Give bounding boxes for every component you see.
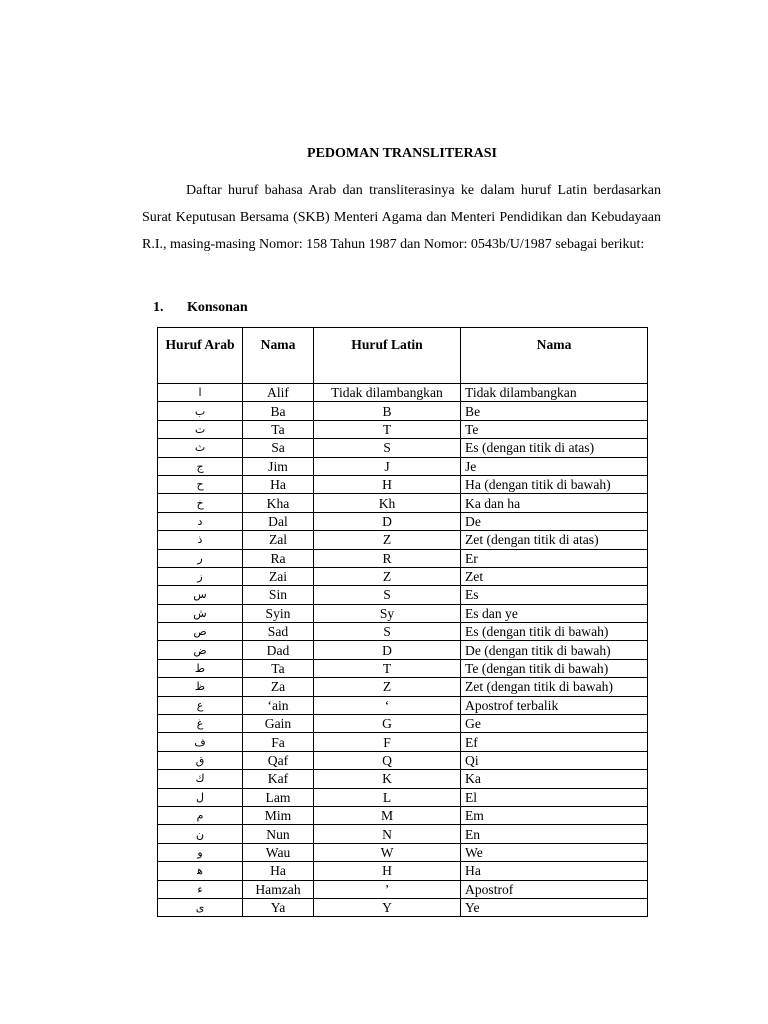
cell-arabic-letter: ﮬ — [158, 862, 243, 880]
cell-latin-name: Zet (dengan titik di atas) — [461, 531, 648, 549]
cell-name: Kha — [243, 494, 314, 512]
table-row — [158, 880, 648, 898]
cell-name: Ta — [243, 420, 314, 438]
cell-name: Nun — [243, 825, 314, 843]
cell-latin-name: Tidak dilambangkan — [461, 384, 648, 402]
cell-name: Dal — [243, 512, 314, 530]
cell-name: Dad — [243, 641, 314, 659]
cell-arabic-letter: ا — [158, 384, 243, 402]
cell-latin-name: Zet (dengan titik di bawah) — [461, 678, 648, 696]
table-row — [158, 788, 648, 806]
cell-name: Qaf — [243, 751, 314, 769]
cell-name: Jim — [243, 457, 314, 475]
cell-latin-letter: Z — [314, 678, 461, 696]
cell-arabic-letter: خ — [158, 494, 243, 512]
cell-latin-name: Em — [461, 806, 648, 824]
cell-name: Alif — [243, 384, 314, 402]
cell-latin-letter: ’ — [314, 880, 461, 898]
intro-paragraph — [142, 177, 661, 258]
cell-name: ‘ain — [243, 696, 314, 714]
cell-latin-name: Es dan ye — [461, 604, 648, 622]
table-row — [158, 715, 648, 733]
cell-name: Sin — [243, 586, 314, 604]
cell-arabic-letter: م — [158, 806, 243, 824]
cell-latin-letter: M — [314, 806, 461, 824]
cell-name: Hamzah — [243, 880, 314, 898]
cell-name: Gain — [243, 715, 314, 733]
table-body — [158, 384, 648, 917]
cell-name: Za — [243, 678, 314, 696]
table-row — [158, 678, 648, 696]
cell-arabic-letter: ظ — [158, 678, 243, 696]
table-row — [158, 770, 648, 788]
cell-name: Mim — [243, 806, 314, 824]
table-row — [158, 898, 648, 916]
table-row — [158, 402, 648, 420]
table-row — [158, 623, 648, 641]
cell-name: Fa — [243, 733, 314, 751]
cell-latin-name: Ge — [461, 715, 648, 733]
table-row — [158, 567, 648, 585]
cell-latin-letter: R — [314, 549, 461, 567]
cell-arabic-letter: ع — [158, 696, 243, 714]
cell-arabic-letter: غ — [158, 715, 243, 733]
cell-latin-name: Ha — [461, 862, 648, 880]
table-row — [158, 751, 648, 769]
cell-latin-letter: G — [314, 715, 461, 733]
table-row — [158, 549, 648, 567]
cell-arabic-letter: ذ — [158, 531, 243, 549]
cell-latin-letter: H — [314, 862, 461, 880]
cell-arabic-letter: ر — [158, 549, 243, 567]
cell-arabic-letter: ن — [158, 825, 243, 843]
cell-name: Ya — [243, 898, 314, 916]
cell-latin-letter: Y — [314, 898, 461, 916]
cell-arabic-letter: ز — [158, 567, 243, 585]
cell-arabic-letter: ش — [158, 604, 243, 622]
cell-arabic-letter: ص — [158, 623, 243, 641]
table-header-row — [158, 328, 648, 384]
table-row — [158, 475, 648, 493]
cell-latin-letter: D — [314, 641, 461, 659]
cell-name: Ta — [243, 659, 314, 677]
cell-latin-letter: D — [314, 512, 461, 530]
cell-latin-letter: Sy — [314, 604, 461, 622]
cell-latin-name: En — [461, 825, 648, 843]
cell-latin-name: Ha (dengan titik di bawah) — [461, 475, 648, 493]
cell-latin-name: Ef — [461, 733, 648, 751]
cell-name: Syin — [243, 604, 314, 622]
cell-latin-letter: H — [314, 475, 461, 493]
cell-latin-letter: B — [314, 402, 461, 420]
table-row — [158, 862, 648, 880]
cell-latin-name: Ka dan ha — [461, 494, 648, 512]
cell-latin-letter: Z — [314, 531, 461, 549]
cell-latin-name: Be — [461, 402, 648, 420]
table-row — [158, 512, 648, 530]
cell-arabic-letter: ك — [158, 770, 243, 788]
cell-latin-name: Te — [461, 420, 648, 438]
table-row — [158, 641, 648, 659]
cell-latin-name: El — [461, 788, 648, 806]
cell-latin-letter: Tidak dilambangkan — [314, 384, 461, 402]
cell-latin-name: Apostrof terbalik — [461, 696, 648, 714]
cell-latin-letter: S — [314, 586, 461, 604]
cell-latin-letter: L — [314, 788, 461, 806]
header-nama-latin: Nama — [461, 328, 648, 384]
table-row — [158, 696, 648, 714]
table-row — [158, 531, 648, 549]
cell-latin-name: Ka — [461, 770, 648, 788]
intro-text: Daftar huruf bahasa Arab dan transliterasinya ke dalam huruf Latin berdasarkan Surat Keputusan Bersama (SKB) Menteri Agama dan Menteri Pendidikan dan Kebudayaan R.I., masing-masing Nomor: 158 Tahun 1987 dan Nomor: 0543b/U/1987 sebagai berikut: — [142, 183, 661, 252]
table-row — [158, 420, 648, 438]
cell-arabic-letter: ق — [158, 751, 243, 769]
cell-latin-letter: J — [314, 457, 461, 475]
table-row — [158, 733, 648, 751]
cell-name: Zal — [243, 531, 314, 549]
cell-latin-name: Es (dengan titik di atas) — [461, 439, 648, 457]
cell-latin-letter: Z — [314, 567, 461, 585]
cell-name: Ha — [243, 475, 314, 493]
page-title: PEDOMAN TRANSLITERASI — [307, 146, 497, 161]
header-nama: Nama — [243, 328, 314, 384]
cell-name: Ra — [243, 549, 314, 567]
cell-name: Zai — [243, 567, 314, 585]
cell-arabic-letter: س — [158, 586, 243, 604]
cell-latin-letter: T — [314, 420, 461, 438]
cell-latin-letter: N — [314, 825, 461, 843]
section-label: Konsonan — [187, 300, 248, 315]
cell-name: Ha — [243, 862, 314, 880]
cell-arabic-letter: ى — [158, 898, 243, 916]
cell-latin-letter: T — [314, 659, 461, 677]
cell-latin-name: Apostrof — [461, 880, 648, 898]
cell-arabic-letter: ج — [158, 457, 243, 475]
cell-latin-letter: K — [314, 770, 461, 788]
table-row — [158, 586, 648, 604]
cell-latin-letter: Kh — [314, 494, 461, 512]
cell-latin-name: Es — [461, 586, 648, 604]
cell-latin-letter: S — [314, 439, 461, 457]
cell-latin-letter: S — [314, 623, 461, 641]
cell-latin-name: Je — [461, 457, 648, 475]
cell-arabic-letter: ح — [158, 475, 243, 493]
cell-latin-name: Er — [461, 549, 648, 567]
cell-latin-letter: W — [314, 843, 461, 861]
section-heading — [153, 300, 248, 316]
cell-latin-name: De (dengan titik di bawah) — [461, 641, 648, 659]
table-row — [158, 439, 648, 457]
cell-arabic-letter: ل — [158, 788, 243, 806]
cell-name: Wau — [243, 843, 314, 861]
cell-latin-letter: Q — [314, 751, 461, 769]
cell-latin-name: De — [461, 512, 648, 530]
table-row — [158, 806, 648, 824]
header-huruf-latin: Huruf Latin — [314, 328, 461, 384]
cell-arabic-letter: ت — [158, 420, 243, 438]
cell-name: Kaf — [243, 770, 314, 788]
table-row — [158, 384, 648, 402]
cell-latin-name: Ye — [461, 898, 648, 916]
cell-name: Sa — [243, 439, 314, 457]
cell-arabic-letter: ث — [158, 439, 243, 457]
table-row — [158, 825, 648, 843]
cell-arabic-letter: و — [158, 843, 243, 861]
header-huruf-arab: Huruf Arab — [158, 328, 243, 384]
transliteration-table — [157, 327, 648, 917]
cell-name: Sad — [243, 623, 314, 641]
cell-arabic-letter: ب — [158, 402, 243, 420]
table-row — [158, 457, 648, 475]
section-number: 1. — [153, 300, 164, 315]
cell-latin-letter: ‘ — [314, 696, 461, 714]
cell-name: Lam — [243, 788, 314, 806]
table-row — [158, 659, 648, 677]
table-row — [158, 494, 648, 512]
cell-arabic-letter: ء — [158, 880, 243, 898]
cell-latin-name: Qi — [461, 751, 648, 769]
cell-name: Ba — [243, 402, 314, 420]
cell-latin-name: Es (dengan titik di bawah) — [461, 623, 648, 641]
cell-latin-letter: F — [314, 733, 461, 751]
cell-latin-name: Te (dengan titik di bawah) — [461, 659, 648, 677]
cell-arabic-letter: ط — [158, 659, 243, 677]
table-row — [158, 843, 648, 861]
cell-latin-name: We — [461, 843, 648, 861]
cell-latin-name: Zet — [461, 567, 648, 585]
cell-arabic-letter: د — [158, 512, 243, 530]
cell-arabic-letter: ض — [158, 641, 243, 659]
table-row — [158, 604, 648, 622]
cell-arabic-letter: ف — [158, 733, 243, 751]
